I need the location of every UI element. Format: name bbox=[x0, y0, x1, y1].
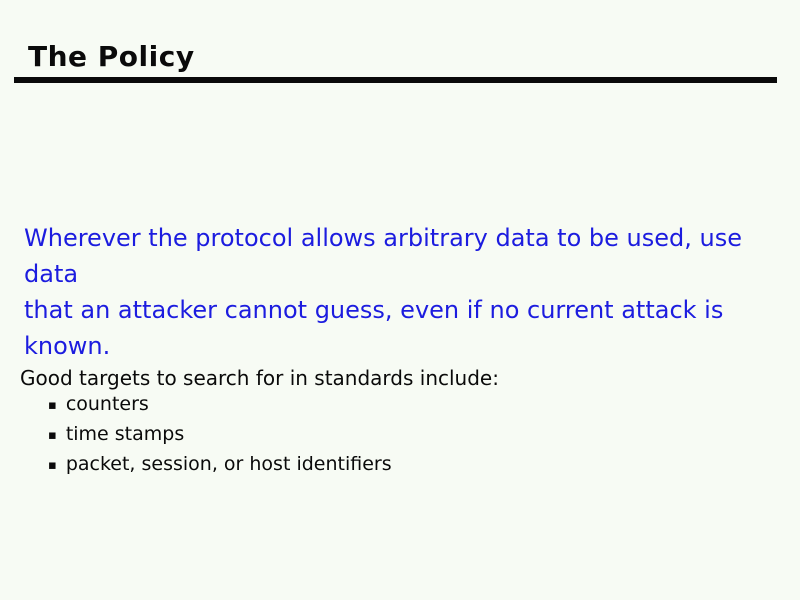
policy-statement bbox=[24, 220, 784, 364]
list-item-label: packet, session, or host identifiers bbox=[65, 453, 392, 475]
list-item bbox=[48, 453, 392, 483]
list-item-label: time stamps bbox=[65, 423, 185, 445]
targets-bullet-list bbox=[48, 393, 392, 483]
list-item-label: counters bbox=[65, 393, 149, 415]
slide-title: The Policy bbox=[28, 40, 195, 73]
square-bullet-icon: ▪ bbox=[48, 398, 57, 413]
square-bullet-icon: ▪ bbox=[48, 428, 57, 443]
square-bullet-icon: ▪ bbox=[48, 458, 57, 473]
list-item bbox=[48, 393, 392, 423]
policy-statement-line-2: that an attacker cannot guess, even if no current attack is known. bbox=[24, 296, 724, 360]
title-underline-rule bbox=[14, 77, 777, 83]
targets-heading: Good targets to search for in standards include: bbox=[20, 366, 499, 390]
list-item bbox=[48, 423, 392, 453]
policy-statement-line-1: Wherever the protocol allows arbitrary data to be used, use data bbox=[24, 224, 742, 288]
